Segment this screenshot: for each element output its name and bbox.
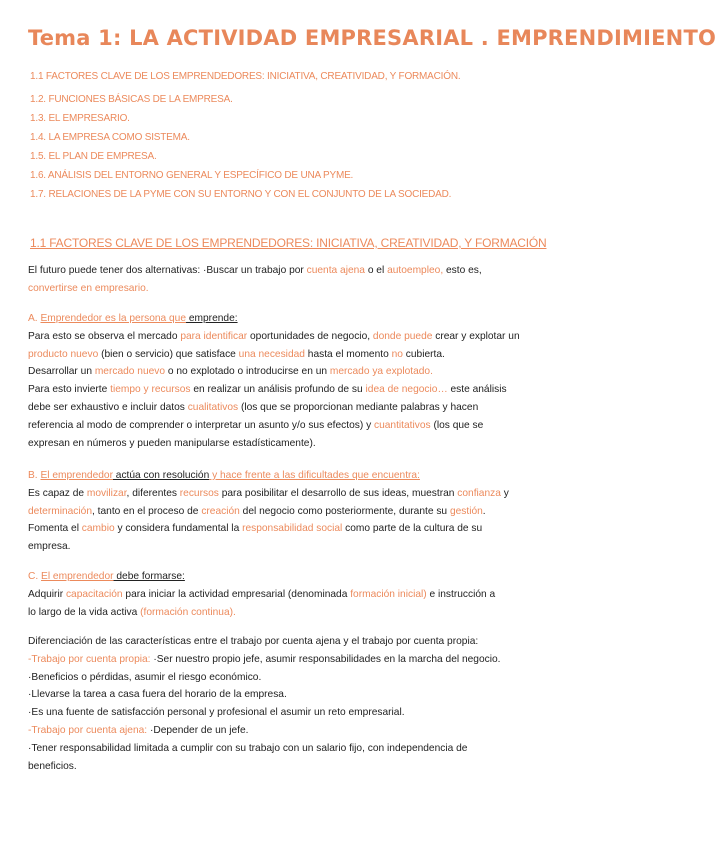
text-line: debe ser exhaustivo e incluir datos cualitativos (los que se proporcionan mediante palabras y hacen	[28, 401, 479, 413]
text-line: Para esto invierte tiempo y recursos en realizar un análisis profundo de su idea de negocio… este análisis	[28, 384, 507, 396]
text-line: referencia al modo de comprender o interpretar un asunto y/o sus efectos) y cuantitativos (los que se	[28, 419, 484, 431]
text-line: producto nuevo (bien o servicio) que satisface una necesidad hasta el momento no cubierta.	[28, 348, 445, 360]
intro-paragraph	[28, 262, 576, 298]
toc-item: 1.1 FACTORES CLAVE DE LOS EMPRENDEDORES: INICIATIVA, CREATIVIDAD, Y FORMACIÓN.	[30, 71, 461, 82]
text-line: lo largo de la vida activa (formación continua).	[28, 606, 236, 618]
toc-item: 1.5. EL PLAN DE EMPRESA.	[30, 151, 157, 162]
list-item: -Trabajo por cuenta ajena: ·Depender de un jefe.	[28, 724, 249, 736]
list-item: ·Tener responsabilidad limitada a cumplir con su trabajo con un salario fijo, con independencia de	[28, 742, 468, 754]
part-c	[28, 568, 576, 621]
text-line: determinación, tanto en el proceso de creación del negocio como posteriormente, durante su gestión.	[28, 505, 486, 517]
part-b-heading: B. El emprendedor actúa con resolución y hace frente a las dificultades que encuentra:	[28, 470, 420, 481]
text-line: Adquirir capacitación para iniciar la actividad empresarial (denominada formación inicial) e instrucción a	[28, 588, 496, 600]
text-line: Es capaz de movilizar, diferentes recursos para posibilitar el desarrollo de sus ideas, muestran confianza y	[28, 487, 509, 499]
differences-list	[28, 633, 576, 775]
part-a	[28, 310, 576, 452]
part-c-heading: C. El emprendedor debe formarse:	[28, 571, 185, 582]
list-item: ·Es una fuente de satisfacción personal y profesional el asumir un reto empresarial.	[28, 707, 405, 719]
text-line: Desarrollar un mercado nuevo o no explotado o introducirse en un mercado ya explotado.	[28, 366, 433, 378]
page-title: Tema 1: LA ACTIVIDAD EMPRESARIAL . EMPRENDIMIENTO	[28, 26, 716, 50]
text-line: Diferenciación de las características entre el trabajo por cuenta ajena y el trabajo por cuenta propia:	[28, 636, 479, 647]
text-line: expresan en números y pueden manipularse estadísticamente).	[28, 437, 316, 449]
part-b	[28, 467, 576, 556]
text-line: convertirse en empresario.	[28, 282, 149, 294]
list-item: beneficios.	[28, 760, 77, 772]
list-item: -Trabajo por cuenta propia: ·Ser nuestro propio jefe, asumir responsabilidades en la marcha del negocio.	[28, 653, 501, 665]
table-of-contents	[30, 70, 590, 207]
section-heading: 1.1 FACTORES CLAVE DE LOS EMPRENDEDORES: INICIATIVA, CREATIVIDAD, Y FORMACIÓN	[30, 236, 547, 250]
toc-item: 1.6. ANÁLISIS DEL ENTORNO GENERAL Y ESPECÍFICO DE UNA PYME.	[30, 170, 354, 181]
toc-item: 1.3. EL EMPRESARIO.	[30, 113, 130, 124]
list-item: ·Beneficios o pérdidas, asumir el riesgo económico.	[28, 671, 262, 683]
text-line: Fomenta el cambio y considera fundamental la responsabilidad social como parte de la cultura de su	[28, 523, 483, 535]
text-line: El futuro puede tener dos alternativas: ·Buscar un trabajo por cuenta ajena o el autoempleo, esto es,	[28, 265, 482, 276]
part-a-heading: A. Emprendedor es la persona que emprende:	[28, 313, 238, 324]
text-line: empresa.	[28, 541, 71, 553]
text-line: Para esto se observa el mercado para identificar oportunidades de negocio, donde puede crear y explotar un	[28, 330, 520, 342]
toc-item: 1.2. FUNCIONES BÁSICAS DE LA EMPRESA.	[30, 94, 233, 105]
toc-item: 1.7. RELACIONES DE LA PYME CON SU ENTORNO Y CON EL CONJUNTO DE LA SOCIEDAD.	[30, 189, 452, 200]
toc-item: 1.4. LA EMPRESA COMO SISTEMA.	[30, 132, 190, 143]
list-item: ·Llevarse la tarea a casa fuera del horario de la empresa.	[28, 689, 287, 701]
